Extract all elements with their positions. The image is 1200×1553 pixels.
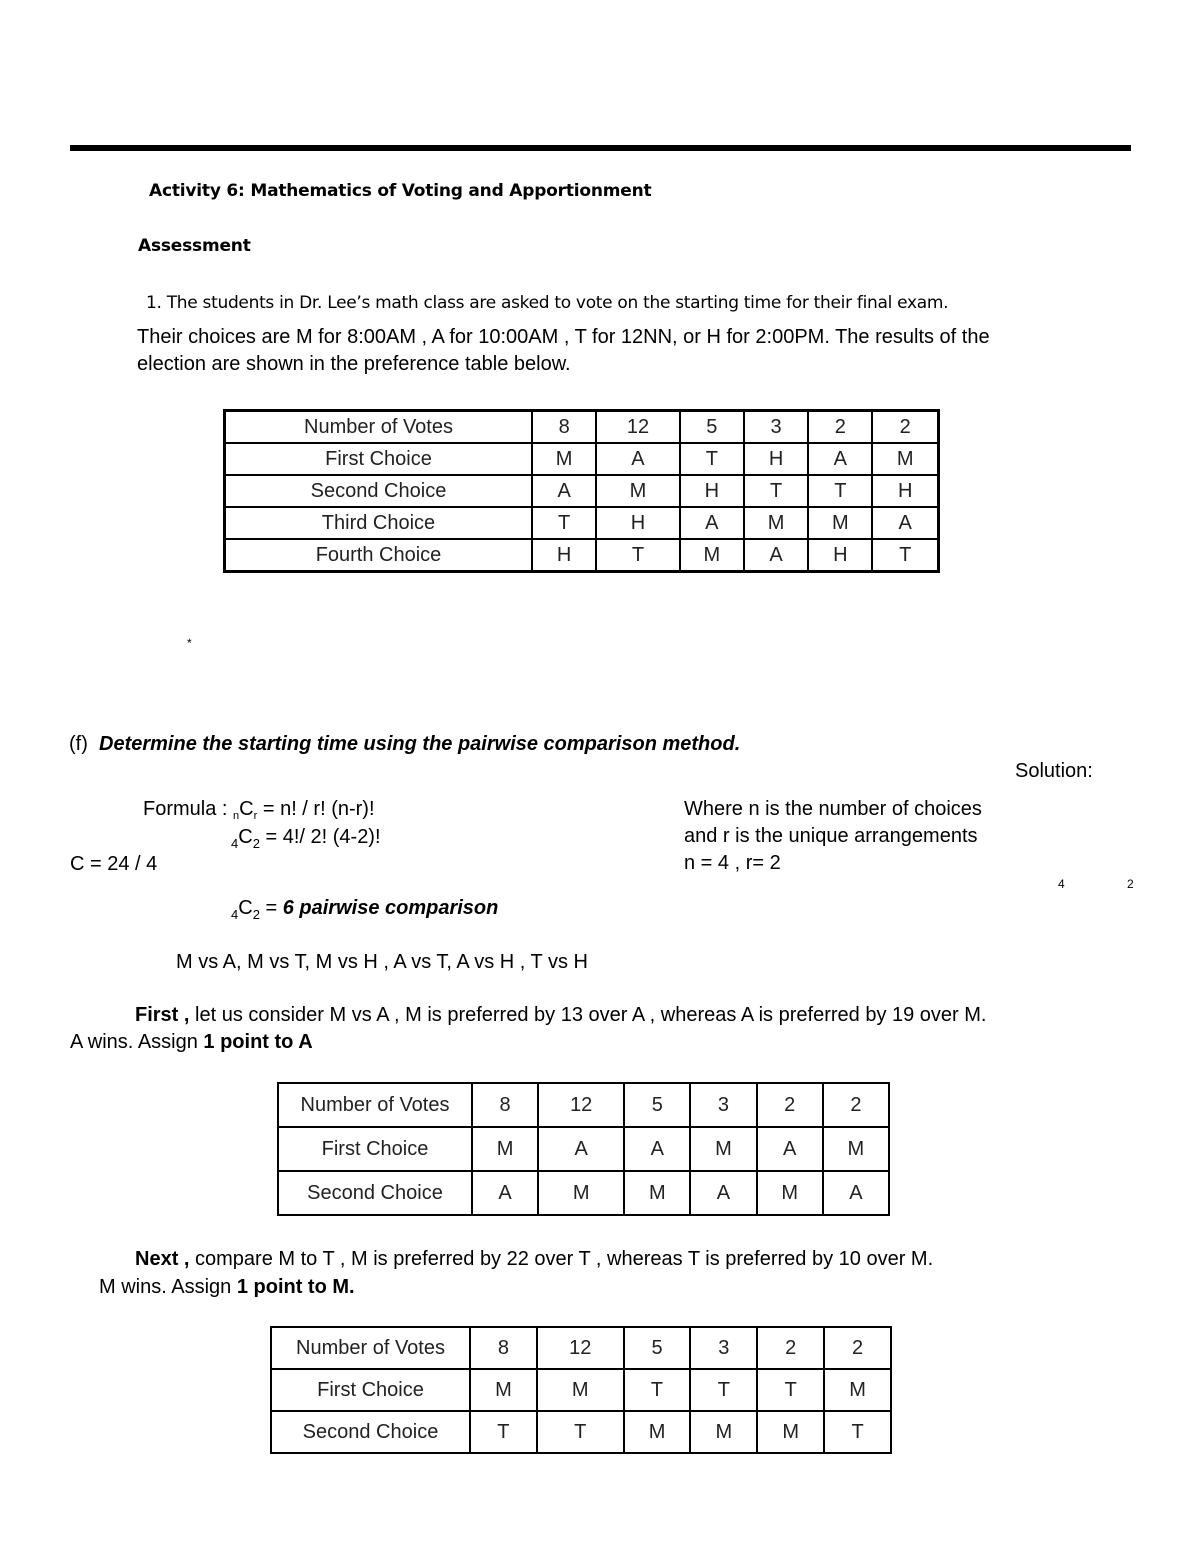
table-cell: M — [624, 1411, 691, 1453]
table-cell: 12 — [596, 411, 679, 444]
table-row — [225, 507, 939, 539]
stray-subscript-2: 2 — [1127, 877, 1134, 891]
table-cell: 12 — [538, 1083, 624, 1127]
table-cell: A — [690, 1171, 756, 1215]
table-cell: M — [744, 507, 808, 539]
table-cell: T — [744, 475, 808, 507]
problem-line-2: Their choices are M for 8:00AM , A for 10:00AM , T for 12NN, or H for 2:00PM. The results of the — [137, 326, 990, 348]
table-row — [225, 411, 939, 444]
table-row — [225, 539, 939, 572]
table-row — [278, 1127, 889, 1171]
activity-title: Activity 6: Mathematics of Voting and Apportionment — [149, 181, 652, 201]
row-label: Third Choice — [225, 507, 533, 539]
first-comparison-line-1: First , let us consider M vs A , M is preferred by 13 over A , whereas A is preferred by 19 over M. — [135, 1004, 987, 1026]
table-cell: T — [824, 1411, 891, 1453]
row-label: First Choice — [225, 443, 533, 475]
section-heading: Assessment — [138, 236, 251, 256]
explanation-line-1: Where n is the number of choices — [684, 798, 982, 820]
next-comparison-line-1: Next , compare M to T , M is preferred by 22 over T , whereas T is preferred by 10 over M. — [135, 1248, 934, 1270]
row-label: Second Choice — [271, 1411, 470, 1453]
table-cell: M — [823, 1127, 889, 1171]
table-cell: M — [824, 1369, 891, 1411]
table-cell: 5 — [624, 1083, 690, 1127]
table-cell: T — [596, 539, 679, 572]
table-cell: 12 — [537, 1327, 624, 1369]
table-cell: A — [472, 1171, 538, 1215]
table-cell: 2 — [824, 1327, 891, 1369]
table-cell: 2 — [823, 1083, 889, 1127]
formula-general: Formula : $_nC_r = n$! / r! (n-r)! — [143, 798, 375, 822]
table-cell: M — [757, 1411, 824, 1453]
table-cell: A — [757, 1127, 823, 1171]
table-cell: M — [872, 443, 938, 475]
pairs-list: M vs A, M vs T, M vs H , A vs T, A vs H , T vs H — [176, 951, 588, 973]
table-cell: T — [680, 443, 744, 475]
table-row — [278, 1171, 889, 1215]
stray-subscript-4: 4 — [1058, 877, 1065, 891]
table-cell: T — [808, 475, 872, 507]
row-label: Second Choice — [225, 475, 533, 507]
m-vs-a-table — [277, 1082, 890, 1216]
table-row — [271, 1369, 891, 1411]
problem-line-1: 1. The students in Dr. Lee’s math class are asked to vote on the starting time for their final exam. — [146, 293, 949, 313]
part-f-question: Determine the starting time using the pairwise comparison method. — [99, 733, 741, 755]
table-cell: M — [757, 1171, 823, 1215]
table-cell: 3 — [744, 411, 808, 444]
first-comparison-line-2: A wins. Assign 1 point to A — [70, 1031, 313, 1053]
formula-applied: $_4C_2 = 4!/$ 2! (4-2)! — [231, 826, 381, 851]
explanation-line-3: n = 4 , r= 2 — [684, 852, 781, 874]
table-cell: T — [757, 1369, 824, 1411]
table-cell: H — [532, 539, 596, 572]
table-cell: H — [808, 539, 872, 572]
table-cell: T — [690, 1369, 757, 1411]
table-cell: 3 — [690, 1083, 756, 1127]
table-cell: A — [532, 475, 596, 507]
table-cell: T — [537, 1411, 624, 1453]
table-cell: M — [624, 1171, 690, 1215]
table-cell: A — [596, 443, 679, 475]
table-cell: H — [872, 475, 938, 507]
table-cell: M — [680, 539, 744, 572]
header-rule — [70, 145, 1131, 151]
table-cell: 2 — [872, 411, 938, 444]
table-cell: M — [538, 1171, 624, 1215]
table-cell: T — [470, 1411, 537, 1453]
row-label: First Choice — [271, 1369, 470, 1411]
part-f-label: (f) — [69, 733, 88, 755]
table-cell: 5 — [624, 1327, 691, 1369]
m-vs-t-table — [270, 1326, 892, 1454]
table-cell: 8 — [532, 411, 596, 444]
row-label: Second Choice — [278, 1171, 472, 1215]
table-cell: 3 — [690, 1327, 757, 1369]
table-cell: M — [472, 1127, 538, 1171]
table-cell: A — [624, 1127, 690, 1171]
part-f-prompt — [69, 733, 740, 756]
table-cell: H — [744, 443, 808, 475]
table-cell: A — [808, 443, 872, 475]
table-cell: 2 — [757, 1083, 823, 1127]
table-cell: A — [538, 1127, 624, 1171]
table-row — [278, 1083, 889, 1127]
table-cell: M — [470, 1369, 537, 1411]
table-cell: M — [596, 475, 679, 507]
table-cell: H — [680, 475, 744, 507]
table-cell: 8 — [472, 1083, 538, 1127]
table-cell: 2 — [808, 411, 872, 444]
row-label: Number of Votes — [271, 1327, 470, 1369]
solution-label: Solution: — [1015, 760, 1093, 782]
table-cell: M — [690, 1127, 756, 1171]
table-cell: A — [872, 507, 938, 539]
table-cell: M — [808, 507, 872, 539]
table-row — [271, 1327, 891, 1369]
table-row — [225, 443, 939, 475]
table-cell: 5 — [680, 411, 744, 444]
formula-division: C = 24 / 4 — [70, 853, 158, 875]
table-cell: A — [744, 539, 808, 572]
table-cell: 8 — [470, 1327, 537, 1369]
table-cell: M — [532, 443, 596, 475]
table-cell: 2 — [757, 1327, 824, 1369]
preference-table — [223, 409, 940, 573]
stray-mark: * — [187, 636, 192, 650]
table-cell: M — [690, 1411, 757, 1453]
row-label: Fourth Choice — [225, 539, 533, 572]
problem-line-3: election are shown in the preference table below. — [137, 353, 571, 375]
table-cell: A — [680, 507, 744, 539]
table-cell: M — [537, 1369, 624, 1411]
next-comparison-line-2: M wins. Assign 1 point to M. — [99, 1276, 355, 1298]
table-cell: A — [823, 1171, 889, 1215]
table-row — [225, 475, 939, 507]
row-label: Number of Votes — [225, 411, 533, 444]
row-label: Number of Votes — [278, 1083, 472, 1127]
formula-result: $_4C_2 = 6$ pairwise comparison — [231, 897, 499, 922]
table-cell: H — [596, 507, 679, 539]
table-cell: T — [872, 539, 938, 572]
table-cell: T — [624, 1369, 691, 1411]
table-row — [271, 1411, 891, 1453]
row-label: First Choice — [278, 1127, 472, 1171]
table-cell: T — [532, 507, 596, 539]
explanation-line-2: and r is the unique arrangements — [684, 825, 978, 847]
